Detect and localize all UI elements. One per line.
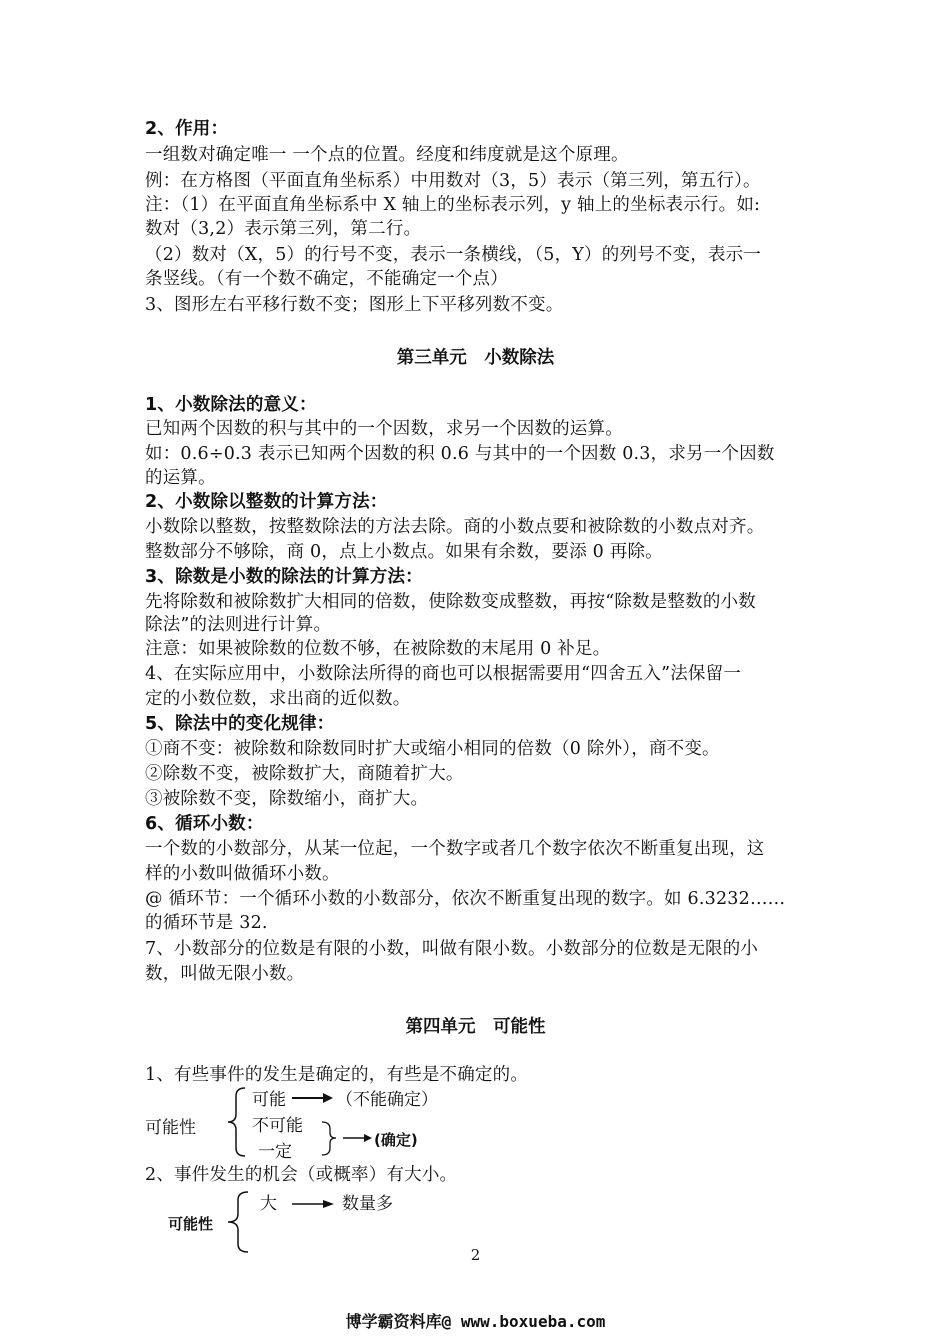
paragraph: 的运算。 (145, 468, 216, 488)
diagram2-root-label: 可能性 (168, 1215, 214, 1233)
paragraph: 4、在实际应用中，小数除法所得的商也可以根据需要用“四舍五入”法保留一 (145, 664, 742, 684)
paragraph: 条竖线。（有一个数不确定，不能确定一个点） (145, 269, 508, 289)
page-number: 2 (470, 1246, 481, 1264)
paragraph: ②除数不变，被除数扩大，商随着扩大。 (145, 764, 464, 784)
paragraph: 如：0.6÷0.3 表示已知两个因数的积 0.6 与其中的一个因数 0.3，求另一个因数 (145, 444, 775, 464)
paragraph: 例：在方格图（平面直角坐标系）中用数对（3，5）表示（第三列，第五行）。 (145, 171, 761, 191)
paragraph: 除法”的法则进行计算。 (145, 615, 332, 635)
heading-function: 2、作用： (145, 119, 229, 139)
paragraph: 2、事件发生的机会（或概率）有大小。 (145, 1165, 458, 1185)
footer-watermark: 博学霸资料库@ www.boxueba.com (345, 1312, 606, 1331)
paragraph: 1、有些事件的发生是确定的，有些是不确定的。 (145, 1065, 529, 1085)
paragraph: 一个数的小数部分，从某一位起，一个数字或者几个数字依次不断重复出现，这 (145, 839, 765, 859)
paragraph: @ 循环节：一个循环小数的小数部分，依次不断重复出现的数字。如 6.3232…… (145, 889, 786, 909)
paragraph: 先将除数和被除数扩大相同的倍数，使除数变成整数，再按“除数是整数的小数 (145, 592, 756, 612)
paragraph: （2）数对（X，5）的行号不变，表示一条横线，（5，Y）的列号不变，表示一 (145, 245, 762, 265)
heading-6: 6、循环小数： (145, 814, 264, 834)
diagram-result-certain: (确定) (374, 1131, 418, 1149)
paragraph: 7、小数部分的位数是有限的小数，叫做有限小数。小数部分的位数是无限的小 (145, 939, 759, 959)
paragraph: 已知两个因数的积与其中的一个因数，求另一个因数的运算。 (145, 419, 623, 439)
diagram-node-impossible: 不可能 (252, 1116, 303, 1136)
heading-5: 5、除法中的变化规律： (145, 714, 335, 734)
heading-2: 2、小数除以整数的计算方法： (145, 492, 388, 512)
diagram-node-possible: 可能 (252, 1090, 286, 1110)
paragraph: 3、图形左右平移行数不变；图形上下平移列数不变。 (145, 295, 564, 315)
paragraph: 样的小数叫做循环小数。 (145, 864, 340, 884)
paragraph: 定的小数位数，求出商的近似数。 (145, 689, 411, 709)
paragraph: 小数除以整数，按整数除法的方法去除。商的小数点要和被除数的小数点对齐。 (145, 517, 765, 537)
paragraph: 的循环节是 32. (145, 913, 268, 933)
paragraph: ③被除数不变，除数缩小，商扩大。 (145, 789, 429, 809)
paragraph: 数对（3,2）表示第三列，第二行。 (145, 219, 422, 239)
paragraph: ①商不变：被除数和除数同时扩大或缩小相同的倍数（0 除外），商不变。 (145, 739, 720, 759)
paragraph: 数，叫做无限小数。 (145, 964, 305, 984)
diagram-root-label: 可能性 (145, 1118, 196, 1138)
paragraph: 整数部分不够除，商 0，点上小数点。如果有余数，要添 0 再除。 (145, 542, 663, 562)
unit3-title: 第三单元 小数除法 (396, 348, 555, 368)
paragraph: 注：（1）在平面直角坐标系中 X 轴上的坐标表示列，y 轴上的坐标表示行。如: (145, 195, 761, 215)
unit4-title: 第四单元 可能性 (405, 1017, 546, 1037)
possibility-diagram-1 (140, 1082, 460, 1162)
diagram2-result-more: 数量多 (342, 1194, 393, 1214)
paragraph: 一组数对确定唯一 一个点的位置。经度和纬度就是这个原理。 (145, 145, 629, 165)
diagram2-node-large: 大 (260, 1194, 277, 1214)
paragraph: 注意：如果被除数的位数不够，在被除数的末尾用 0 补足。 (145, 639, 611, 659)
diagram-result-uncertain: （不能确定） (336, 1090, 438, 1110)
heading-3: 3、除数是小数的除法的计算方法： (145, 567, 423, 587)
heading-1: 1、小数除法的意义： (145, 395, 317, 415)
diagram-node-certain: 一定 (258, 1142, 292, 1162)
